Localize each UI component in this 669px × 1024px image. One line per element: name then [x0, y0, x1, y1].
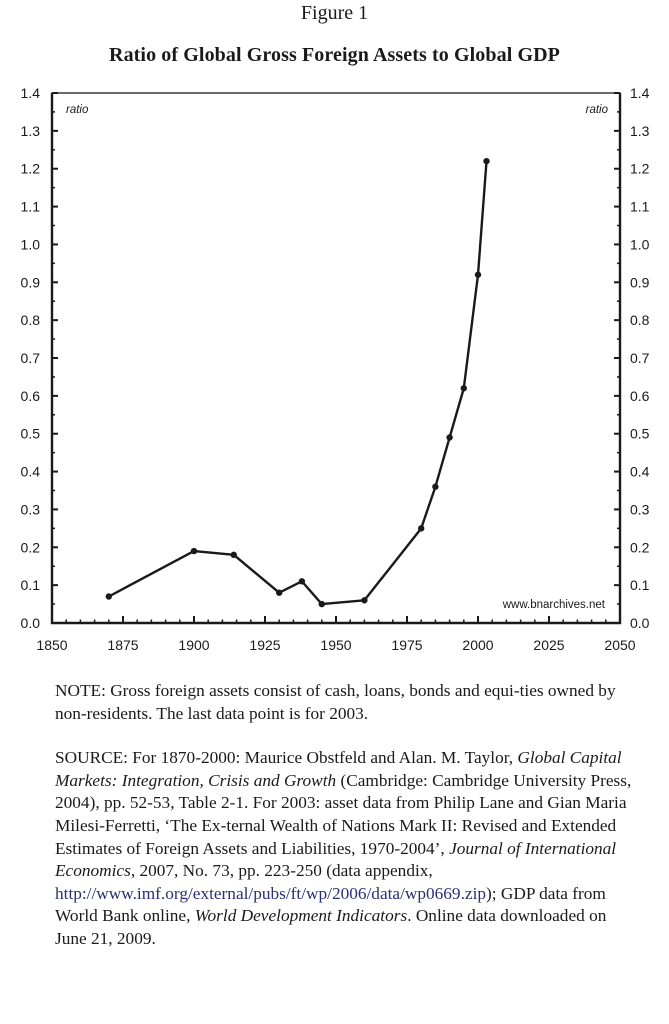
x-tick-label: 1925: [249, 637, 281, 653]
figure-notes: [55, 680, 635, 951]
y-tick-label: 1.0: [20, 236, 40, 253]
y-tick-label: 0.8: [20, 312, 40, 329]
source-part: SOURCE: For 1870-2000: Maurice Obstfeld and Alan. M. Taylor,: [55, 748, 514, 768]
data-point-marker: [475, 272, 481, 278]
y-tick-label: 0.2: [630, 539, 650, 556]
data-appendix-link[interactable]: http://www.imf.org/external/pubs/ft/wp/2006/data/wp0669.zip: [55, 883, 487, 903]
x-tick-label: 2050: [604, 637, 636, 653]
figure-label: Figure 1: [300, 2, 369, 24]
data-point-marker: [106, 593, 112, 599]
x-tick-label: 1975: [391, 637, 423, 653]
data-series: [106, 158, 490, 607]
axis-ticks: [52, 93, 620, 623]
series-line: [109, 161, 487, 604]
y-tick-label: 0.3: [20, 501, 40, 518]
source-part: ); GDP data from World Bank online,: [55, 883, 606, 926]
y-tick-label: 0.5: [630, 425, 650, 442]
data-point-marker: [361, 597, 367, 603]
y-axis-left-labels: [21, 85, 41, 631]
watermark-annotation: www.bnarchives.net: [502, 599, 605, 611]
y-tick-label: 1.3: [630, 122, 650, 139]
y-tick-label: 0.9: [20, 274, 40, 291]
y-tick-label: 0.4: [630, 463, 650, 480]
data-point-marker: [432, 484, 438, 490]
source-part: . Online data downloaded on June 21, 2009.: [55, 906, 607, 948]
y-tick-label: 1.0: [630, 236, 650, 253]
y-tick-label: 0.1: [20, 577, 40, 594]
x-tick-label: 1950: [320, 637, 352, 653]
y-tick-label: 0.9: [630, 274, 650, 291]
plot-border: [52, 93, 620, 623]
x-tick-label: 2025: [533, 637, 565, 653]
y-tick-label: 0.5: [20, 425, 40, 442]
source-part: , 2007, No. 73, pp. 223-250 (data appendix,: [130, 861, 433, 881]
y-tick-label: 0.4: [20, 463, 40, 480]
figure-title: Ratio of Global Gross Foreign Assets to Global GDP: [109, 44, 560, 66]
x-tick-label: 1850: [36, 637, 68, 653]
data-point-marker: [231, 552, 237, 558]
plot-frame: [51, 93, 621, 624]
x-tick-label: 1900: [178, 637, 210, 653]
journal-title: Journal of International Economics: [55, 838, 617, 881]
y-tick-label: 0.7: [630, 350, 650, 366]
y-tick-label: 0.6: [630, 387, 650, 404]
y-tick-label: 0.2: [20, 539, 40, 556]
source-text: [55, 747, 635, 950]
y-axis-right-title: ratio: [585, 104, 608, 116]
data-point-marker: [483, 158, 489, 164]
x-tick-label: 1875: [107, 637, 139, 653]
y-tick-label: 0.7: [20, 350, 40, 366]
y-tick-label: 0.3: [630, 501, 650, 518]
y-tick-label: 1.4: [20, 85, 40, 101]
data-point-marker: [276, 590, 282, 596]
data-point-marker: [191, 548, 197, 554]
data-point-marker: [446, 434, 452, 440]
y-tick-label: 1.1: [630, 198, 650, 215]
y-tick-label: 0.8: [630, 312, 650, 329]
y-tick-label: 1.4: [630, 85, 650, 101]
y-tick-label: 0.6: [20, 387, 40, 404]
x-axis-labels: [36, 637, 635, 653]
y-tick-label: 1.2: [630, 160, 650, 177]
data-point-marker: [299, 578, 305, 584]
note-text: NOTE: Gross foreign assets consist of cash, loans, bonds and equi-ties owned by non-residents. The last data point is for 2003.: [55, 681, 616, 723]
data-point-marker: [418, 525, 424, 531]
book-title: Global Capital Markets: Integration, Crisis and Growth: [55, 748, 622, 790]
y-axis-right-labels: [630, 85, 650, 631]
source-part: (Cambridge: Cambridge University Press, 2004), pp. 52-53, Table 2-1. For 2003: asset data from Philip Lane and Gian Maria Milesi-Ferretti, ‘The Ex-ternal Wealth of Nations Mark II: Revised and Extended Estimates of Foreign Assets and Liabilities, 1970-2004’,: [55, 770, 632, 858]
data-point-marker: [461, 385, 467, 391]
y-tick-label: 1.3: [20, 122, 40, 139]
data-point-marker: [319, 601, 325, 607]
y-tick-label: 0.0: [630, 615, 650, 631]
line-chart: [0, 80, 669, 670]
y-tick-label: 1.1: [20, 198, 40, 215]
x-tick-label: 2000: [462, 637, 494, 653]
y-axis-left-title: ratio: [66, 104, 89, 116]
y-tick-label: 1.2: [20, 160, 40, 177]
wdi-title: World Development Indicators: [194, 906, 408, 926]
y-tick-label: 0.0: [20, 615, 40, 631]
y-tick-label: 0.1: [630, 577, 650, 594]
